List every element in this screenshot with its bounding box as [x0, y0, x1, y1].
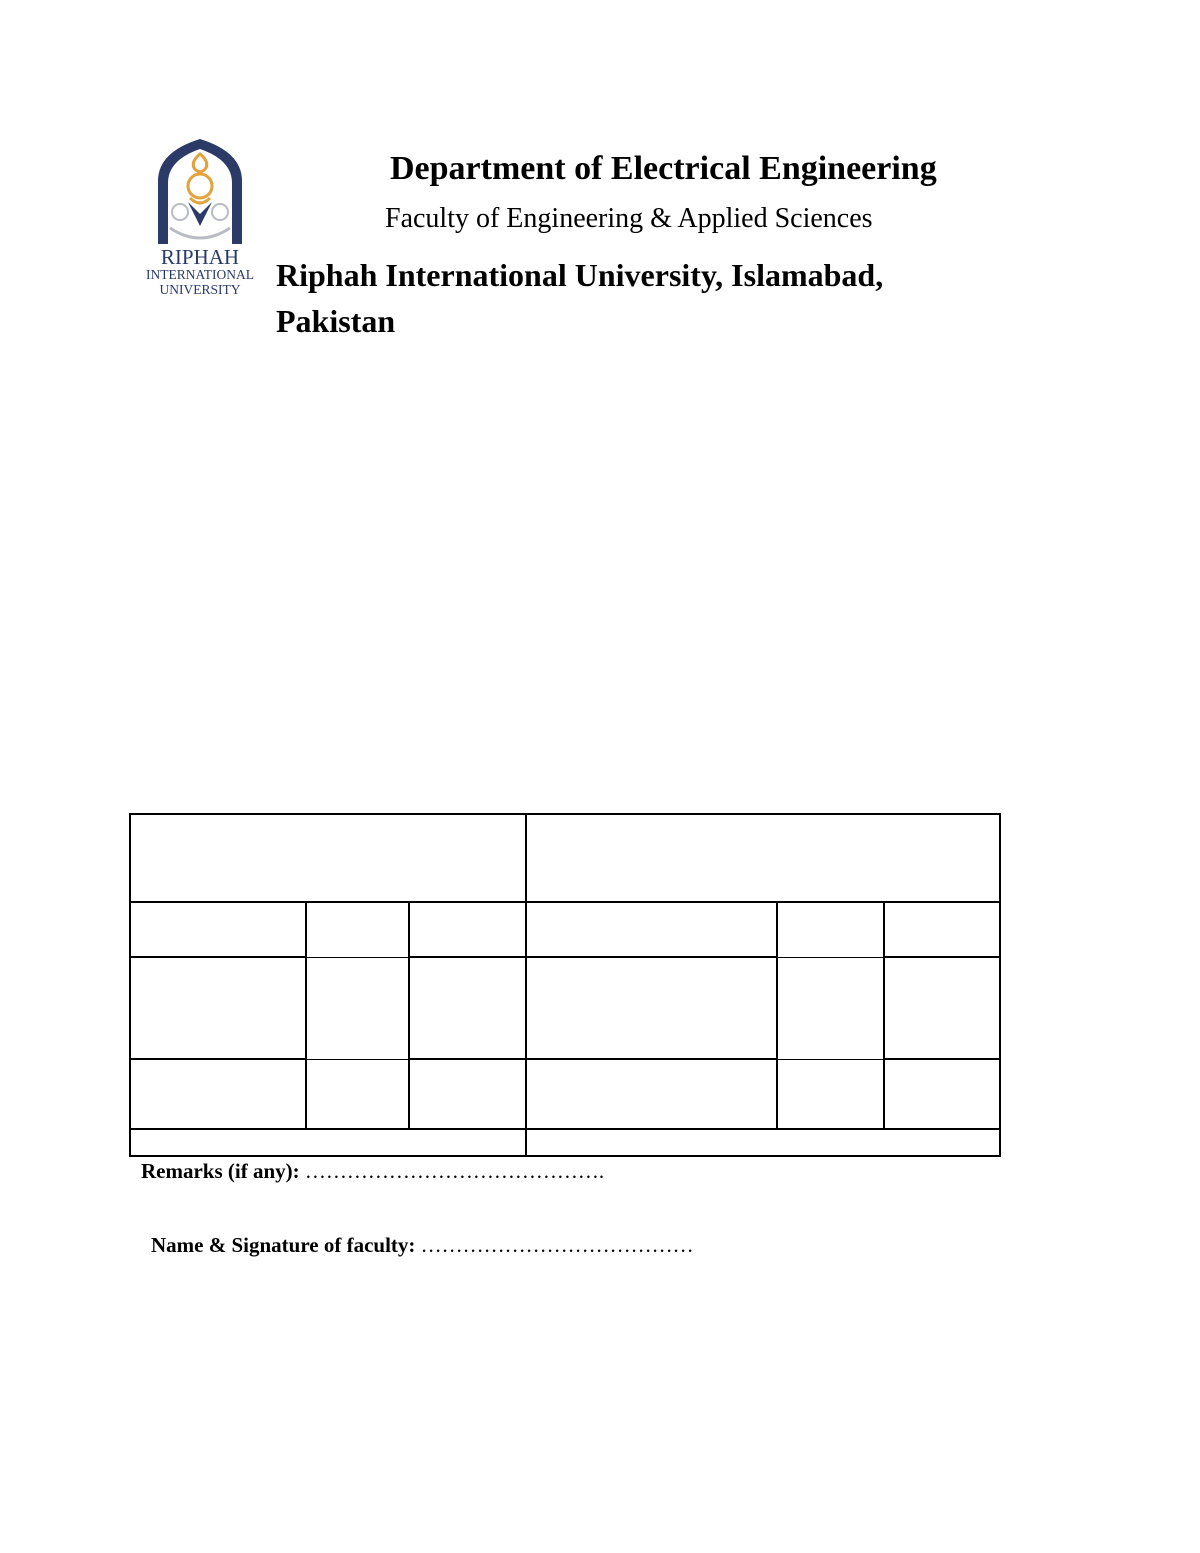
assessment-table [129, 813, 1001, 1157]
table-cell [777, 957, 884, 1059]
table-cell [130, 1129, 526, 1156]
signature-dots: ………………………………… [420, 1233, 694, 1257]
table-cell [526, 814, 1000, 902]
signature-line [151, 1233, 694, 1258]
table-row [130, 1059, 1000, 1129]
remarks-line [141, 1159, 604, 1184]
table-cell [130, 814, 526, 902]
remarks-dots: ……………………………………. [304, 1159, 605, 1183]
table-cell [130, 957, 306, 1059]
table-cell [884, 957, 1000, 1059]
table-cell [526, 1129, 1000, 1156]
table-cell [130, 1059, 306, 1129]
university-logo [138, 136, 262, 302]
logo-emblem-icon [152, 136, 248, 246]
logo-text-riphah: RIPHAH [160, 245, 240, 269]
table-cell [409, 957, 526, 1059]
table-cell [526, 902, 777, 957]
table-cell [306, 902, 409, 957]
table-cell [777, 902, 884, 957]
table-cell [777, 1059, 884, 1129]
remarks-label: Remarks (if any): [141, 1159, 300, 1183]
table-cell [409, 902, 526, 957]
table-cell [306, 957, 409, 1059]
table-cell [306, 1059, 409, 1129]
table-cell [526, 1059, 777, 1129]
signature-label: Name & Signature of faculty: [151, 1233, 416, 1257]
table-cell [526, 957, 777, 1059]
table-row [130, 1129, 1000, 1156]
faculty-title: Faculty of Engineering & Applied Sciences [385, 203, 873, 234]
table-row [130, 902, 1000, 957]
logo-text-international: INTERNATIONAL [146, 267, 254, 282]
table-row [130, 957, 1000, 1059]
table-row [130, 814, 1000, 902]
logo-text-university: UNIVERSITY [159, 282, 241, 297]
university-title: Riphah International University, Islamabad, Pakistan [276, 257, 884, 339]
table-cell [409, 1059, 526, 1129]
department-title: Department of Electrical Engineering [390, 150, 937, 187]
table-cell [884, 1059, 1000, 1129]
table-cell [130, 902, 306, 957]
table-cell [884, 902, 1000, 957]
